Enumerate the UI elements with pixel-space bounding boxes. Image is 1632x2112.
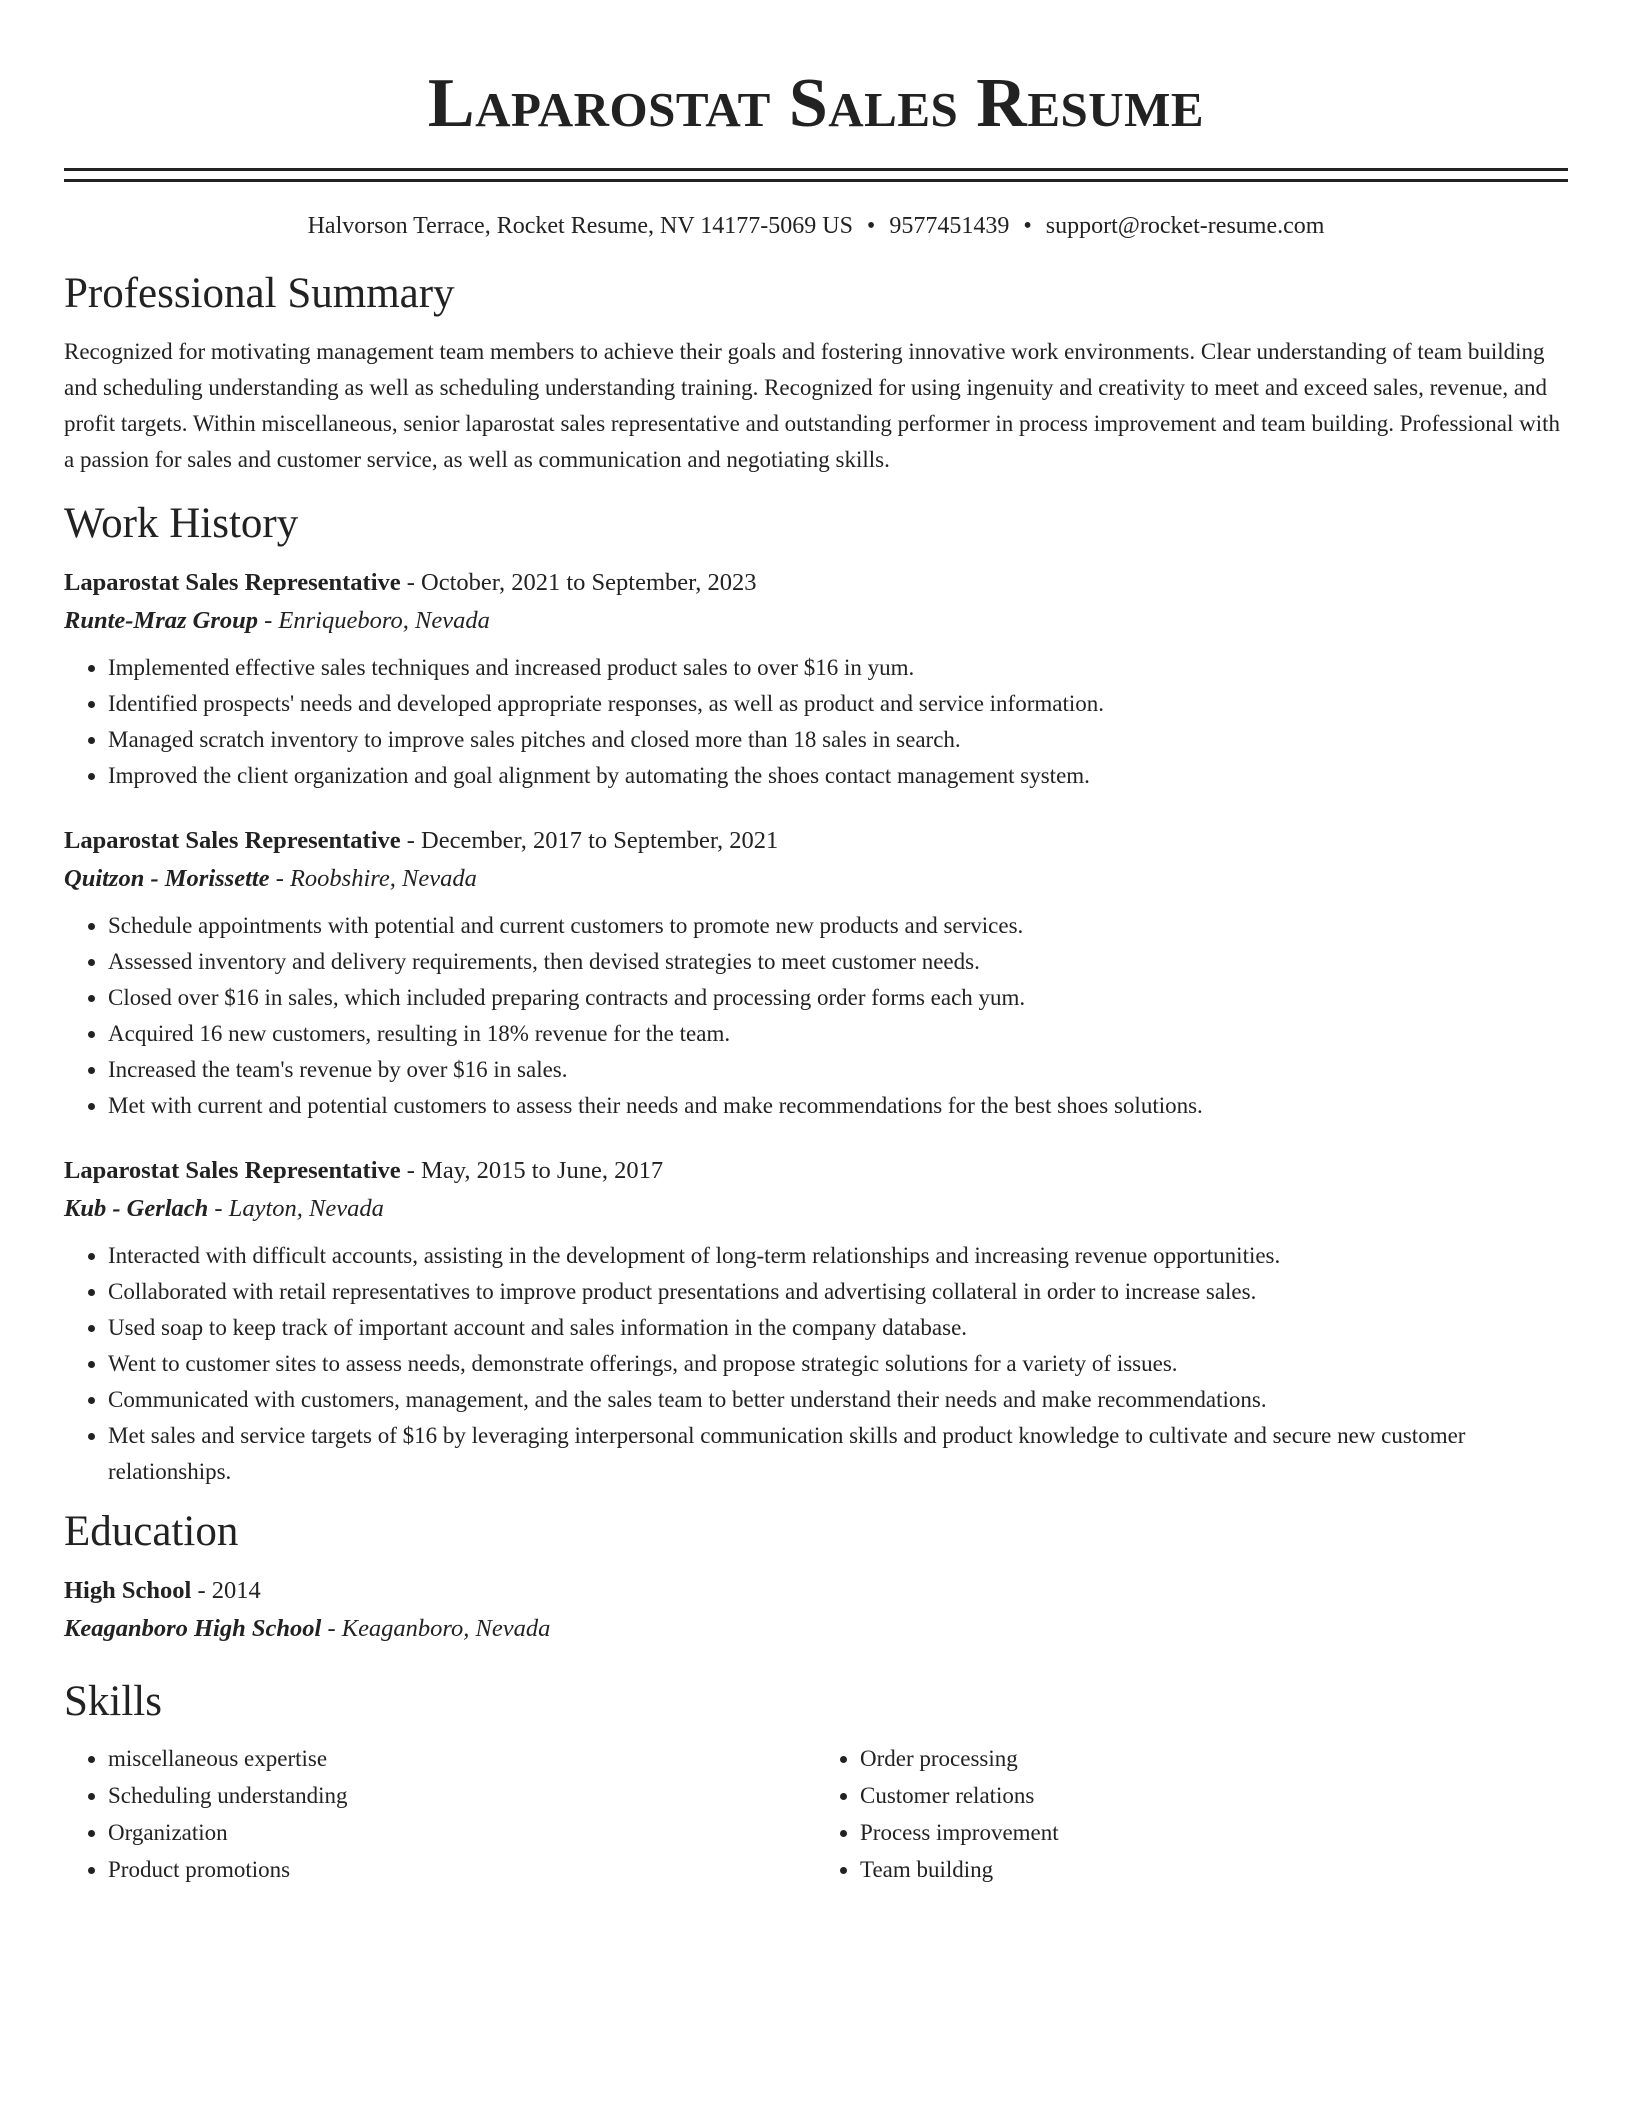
list-item: • Went to customer sites to assess needs, demonstrate offerings, and propose strategic solutions for a variety of issues. [108,1346,1568,1382]
summary-text: Recognized for motivating management team members to achieve their goals and fostering innovative work environments. Clear understanding of team building and scheduling understanding as well as scheduling understanding training. Recognized for using ingenuity and creativity to meet and exceed sales, revenue, and profit targets. Within miscellaneous, senior laparostat sales representative and outstanding performer in process improvement and team building. Professional with a passion for sales and customer service, as well as communication and negotiating skills. [64,339,1561,472]
list-item: • Communicated with customers, management, and the sales team to better understand their needs and make recommendations. [108,1382,1568,1418]
skill-item: • Customer relations [860,1777,1568,1814]
employer-line [64,602,1568,640]
skill-item: • Team building [860,1851,1568,1888]
employer-location: - Roobshire, Nevada [269,865,477,892]
job-title-line [64,822,1568,860]
skill-item: • miscellaneous expertise [108,1740,816,1777]
skills-column-right [816,1740,1568,1888]
skill-item: • Scheduling understanding [108,1777,816,1814]
job-entry [64,564,1568,794]
employer-location: - Layton, Nevada [208,1195,384,1222]
list-item: • Collaborated with retail representatives to improve product presentations and advertising collateral in order to increase sales. [108,1274,1568,1310]
contact-separator: • [866,213,876,239]
job-bullets [64,908,1568,1124]
job-dates: - May, 2015 to June, 2017 [400,1157,664,1184]
resume-title: Laparostat Sales Resume [427,65,1205,142]
list-item: • Increased the team's revenue by over $16 in sales. [108,1052,1568,1088]
contact-separator: • [1023,213,1032,239]
job-title: Laparostat Sales Representative [64,1157,401,1184]
list-item: • Improved the client organization and goal alignment by automating the shoes contact management system. [108,758,1568,794]
skill-item: • Product promotions [108,1851,816,1888]
contact-phone: 9577451439 [889,213,1010,239]
job-bullets [64,1238,1568,1490]
degree-line [64,1572,1568,1610]
job-title-line [64,564,1568,602]
job-entry [64,822,1568,1124]
employer-name: Quitzon - Morissette [64,865,270,892]
list-item: • Assessed inventory and delivery requirements, then devised strategies to meet customer needs. [108,944,1568,980]
list-item: • Used soap to keep track of important account and sales information in the company database. [108,1310,1568,1346]
job-dates: - October, 2021 to September, 2023 [400,569,757,596]
school-location: - Keaganboro, Nevada [321,1615,551,1642]
employer-line [64,1190,1568,1228]
work-history-heading: Work History [64,500,299,547]
job-entry [64,1152,1568,1490]
job-bullets [64,650,1568,794]
education-entry [64,1572,1568,1648]
job-title: Laparostat Sales Representative [64,827,401,854]
contact-email: support@rocket-resume.com [1045,213,1325,239]
employer-line [64,860,1568,898]
list-item: • Met sales and service targets of $16 by leveraging interpersonal communication skills and product knowledge to cultivate and secure new customer relationships. [108,1418,1568,1490]
skill-item: • Order processing [860,1740,1568,1777]
employer-location: - Enriqueboro, Nevada [258,607,490,634]
contact-address: Halvorson Terrace, Rocket Resume, NV 14177-5069 US [307,213,853,239]
list-item: • Schedule appointments with potential and current customers to promote new products and services. [108,908,1568,944]
skills-grid [64,1740,1568,1888]
list-item: • Implemented effective sales techniques and increased product sales to over $16 in yum. [108,650,1568,686]
summary-heading: Professional Summary [64,270,455,317]
job-title: Laparostat Sales Representative [64,569,401,596]
list-item: • Met with current and potential customers to assess their needs and make recommendations for the best shoes solutions. [108,1088,1568,1124]
list-item: • Interacted with difficult accounts, assisting in the development of long-term relationships and increasing revenue opportunities. [108,1238,1568,1274]
list-item: • Closed over $16 in sales, which included preparing contracts and processing order forms each yum. [108,980,1568,1016]
contact-line [64,210,1568,242]
title-divider [64,168,1568,182]
skills-column-left [64,1740,816,1888]
list-item: • Identified prospects' needs and developed appropriate responses, as well as product and service information. [108,686,1568,722]
employer-name: Kub - Gerlach [64,1195,209,1222]
skill-item: • Organization [108,1814,816,1851]
school-name: Keaganboro High School [64,1615,322,1642]
job-dates: - December, 2017 to September, 2021 [400,827,779,854]
job-title-line [64,1152,1568,1190]
degree: High School [64,1577,192,1604]
list-item: • Acquired 16 new customers, resulting in 18% revenue for the team. [108,1016,1568,1052]
skill-item: • Process improvement [860,1814,1568,1851]
skills-heading: Skills [64,1678,162,1725]
employer-name: Runte-Mraz Group [64,607,259,634]
graduation-year: - 2014 [191,1577,261,1604]
school-line [64,1610,1568,1648]
education-heading: Education [64,1508,239,1555]
list-item: • Managed scratch inventory to improve sales pitches and closed more than 18 sales in search. [108,722,1568,758]
